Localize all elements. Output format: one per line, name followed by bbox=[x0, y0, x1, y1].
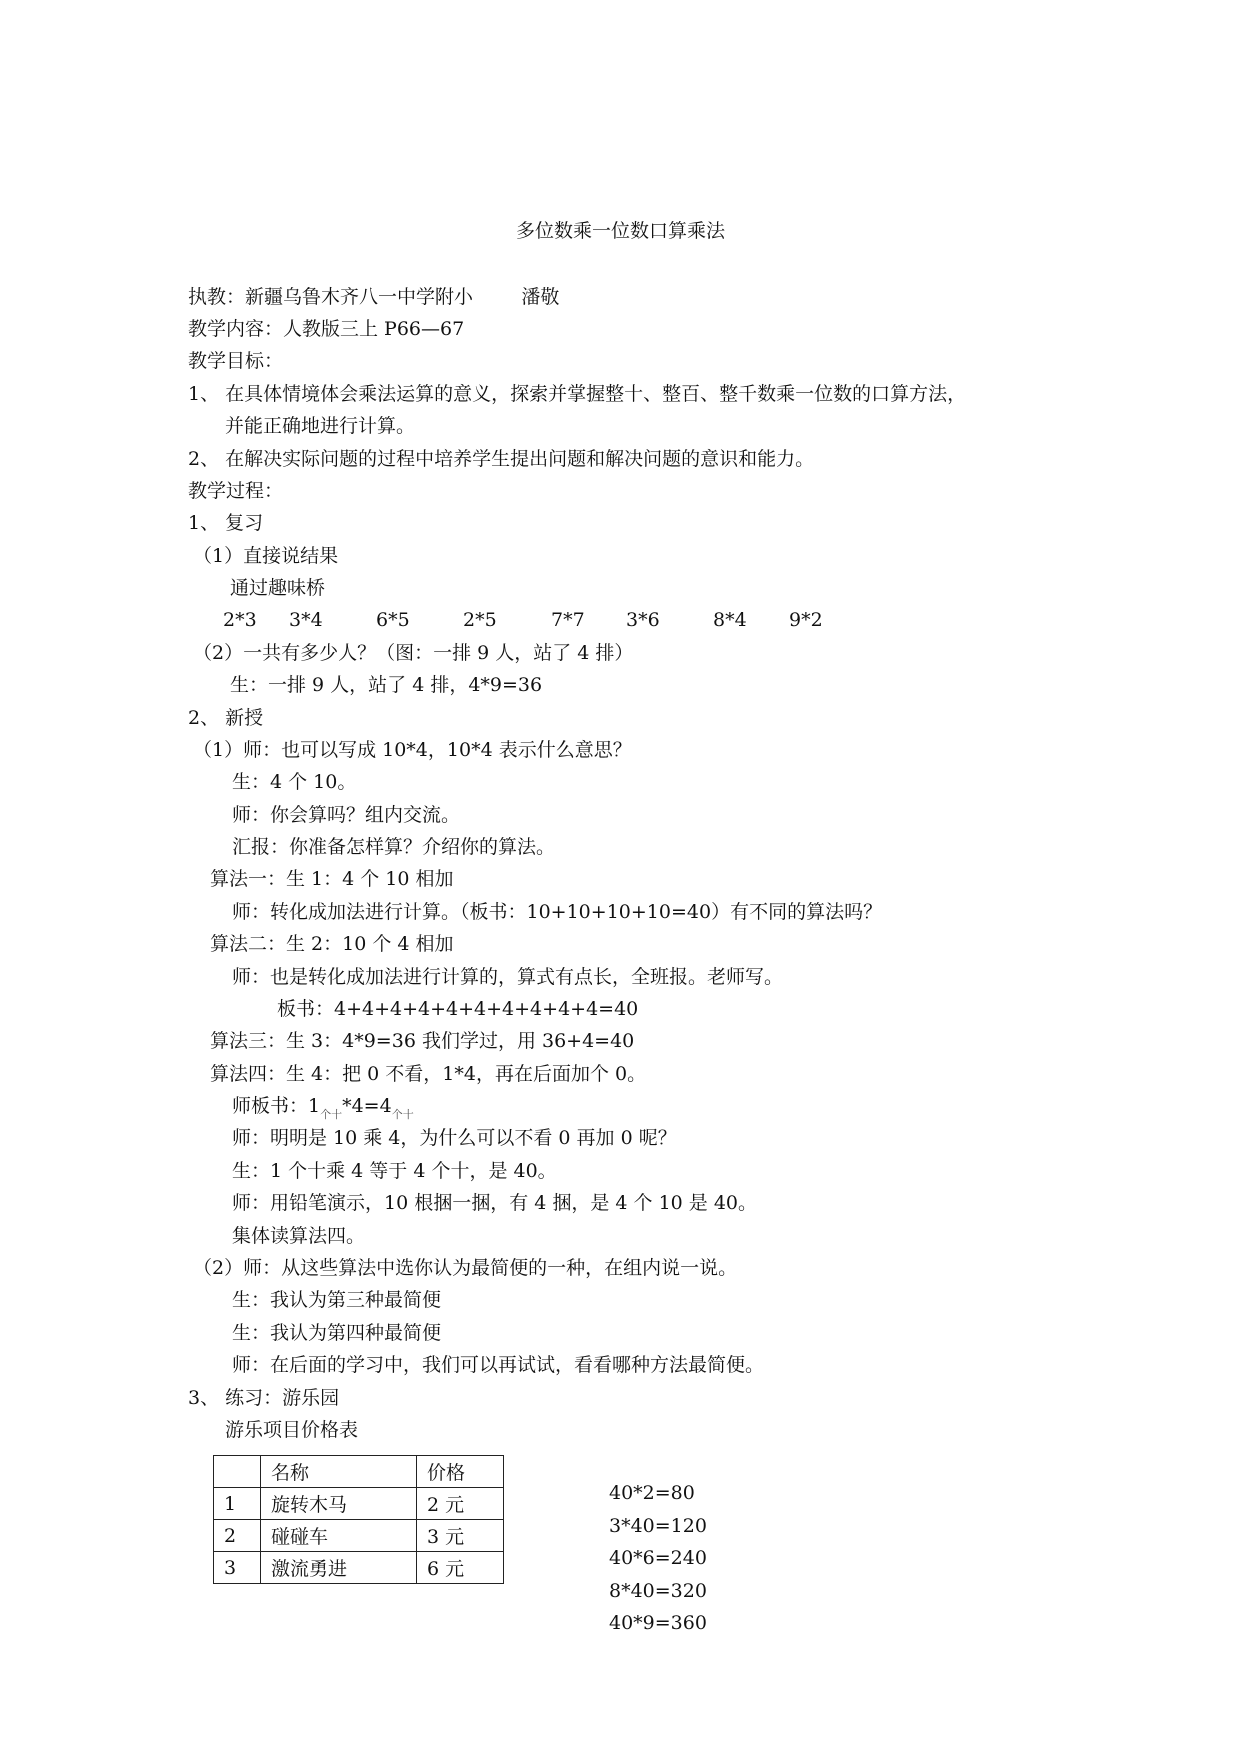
goals-title: 教学目标： bbox=[188, 350, 284, 372]
expression: 7*7 bbox=[551, 609, 585, 631]
new-line: 板书：4+4+4+4+4+4+4+4+4+4=40 bbox=[277, 998, 639, 1020]
new-line: 算法四：生 4：把 0 不看，1*4，再在后面加个 0。 bbox=[210, 1063, 647, 1085]
new-line: 生：4 个 10。 bbox=[232, 771, 357, 793]
table-header-cell: 价格 bbox=[417, 1456, 504, 1488]
result-item: 40*9=360 bbox=[609, 1612, 707, 1634]
review-a2: 生：一排 9 人，站了 4 排，4*9=36 bbox=[230, 674, 543, 696]
new-line: 师：在后面的学习中，我们可以再试试，看看哪种方法最简便。 bbox=[232, 1354, 765, 1376]
new-line: （1）师：也可以写成 10*4，10*4 表示什么意思？ bbox=[193, 739, 632, 761]
new-line: 汇报：你准备怎样算？介绍你的算法。 bbox=[232, 836, 556, 858]
new-line: 集体读算法四。 bbox=[232, 1225, 366, 1247]
new-line: 算法三：生 3：4*9=36 我们学过，用 36+4=40 bbox=[210, 1030, 635, 1052]
table-cell: 激流勇进 bbox=[261, 1552, 417, 1584]
new-line: 师：也是转化成加法进行计算的，算式有点长，全班报。老师写。 bbox=[232, 966, 784, 988]
table-cell: 3 元 bbox=[417, 1520, 504, 1552]
review-bridge: 通过趣味桥 bbox=[230, 577, 326, 599]
review-heading: 1、 复习 bbox=[188, 512, 264, 534]
table-cell: 1 bbox=[214, 1488, 261, 1520]
goal-1-cont: 并能正确地进行计算。 bbox=[225, 415, 416, 437]
board-writing bbox=[232, 1093, 414, 1122]
board-subscript: 个十 bbox=[391, 1108, 414, 1121]
result-item: 40*2=80 bbox=[609, 1482, 695, 1504]
review-q1: （1）直接说结果 bbox=[193, 545, 339, 567]
expression: 2*3 bbox=[223, 609, 257, 631]
review-q2: （2）一共有多少人？（图：一排 9 人，站了 4 排） bbox=[193, 642, 634, 664]
table-row bbox=[214, 1488, 504, 1520]
table-cell: 旋转木马 bbox=[261, 1488, 417, 1520]
table-header-cell bbox=[214, 1456, 261, 1488]
practice-heading: 3、 练习：游乐园 bbox=[188, 1387, 340, 1409]
price-table bbox=[213, 1455, 504, 1584]
new-line: （2）师：从这些算法中选你认为最简便的一种，在组内说一说。 bbox=[193, 1257, 738, 1279]
new-line: 师：你会算吗？组内交流。 bbox=[232, 804, 461, 826]
expression: 3*4 bbox=[289, 609, 323, 631]
content-line: 教学内容：人教版三上 P66—67 bbox=[188, 318, 465, 340]
new-line: 算法二：生 2：10 个 4 相加 bbox=[210, 933, 454, 955]
table-cell: 2 bbox=[214, 1520, 261, 1552]
new-line: 生：1 个十乘 4 等于 4 个十，是 40。 bbox=[232, 1160, 557, 1182]
table-title: 游乐项目价格表 bbox=[225, 1419, 359, 1441]
table-row bbox=[214, 1552, 504, 1584]
teacher-line: 执教：新疆乌鲁木齐八一中学附小 潘敬 bbox=[188, 286, 560, 308]
table-header-row bbox=[214, 1456, 504, 1488]
table-cell: 2 元 bbox=[417, 1488, 504, 1520]
board-prefix: 师板书：1 bbox=[232, 1095, 321, 1117]
new-line: 师：明明是 10 乘 4，为什么可以不看 0 再加 0 呢？ bbox=[232, 1127, 677, 1149]
new-line: 师：用铅笔演示，10 根捆一捆，有 4 捆，是 4 个 10 是 40。 bbox=[232, 1192, 758, 1214]
result-item: 40*6=240 bbox=[609, 1547, 707, 1569]
expression: 3*6 bbox=[626, 609, 660, 631]
goal-2: 2、 在解决实际问题的过程中培养学生提出问题和解决问题的意识和能力。 bbox=[188, 448, 815, 470]
expression: 8*4 bbox=[713, 609, 747, 631]
expression: 9*2 bbox=[789, 609, 823, 631]
new-line: 生：我认为第四种最简便 bbox=[232, 1322, 442, 1344]
table-header-cell: 名称 bbox=[261, 1456, 417, 1488]
board-subscript: 个十 bbox=[320, 1108, 343, 1121]
new-line: 算法一：生 1：4 个 10 相加 bbox=[210, 868, 454, 890]
goal-1: 1、 在具体情境体会乘法运算的意义，探索并掌握整十、整百、整千数乘一位数的口算方法， bbox=[188, 383, 967, 405]
board-mid: *4=4 bbox=[342, 1095, 392, 1117]
page-title: 多位数乘一位数口算乘法 bbox=[515, 220, 725, 242]
table-cell: 6 元 bbox=[417, 1552, 504, 1584]
table-row bbox=[214, 1520, 504, 1552]
result-item: 8*40=320 bbox=[609, 1579, 707, 1602]
expression: 6*5 bbox=[376, 609, 410, 631]
expression-row bbox=[0, 607, 1241, 633]
table-cell: 碰碰车 bbox=[261, 1520, 417, 1552]
table-cell: 3 bbox=[214, 1552, 261, 1584]
result-list bbox=[609, 1480, 707, 1643]
process-title: 教学过程： bbox=[188, 480, 284, 502]
expression: 2*5 bbox=[463, 609, 497, 631]
result-item: 3*40=120 bbox=[609, 1514, 707, 1537]
new-line: 师：转化成加法进行计算。（板书：10+10+10+10=40）有不同的算法吗？ bbox=[232, 901, 883, 923]
new-line: 生：我认为第三种最简便 bbox=[232, 1289, 442, 1311]
new-heading: 2、 新授 bbox=[188, 707, 264, 729]
